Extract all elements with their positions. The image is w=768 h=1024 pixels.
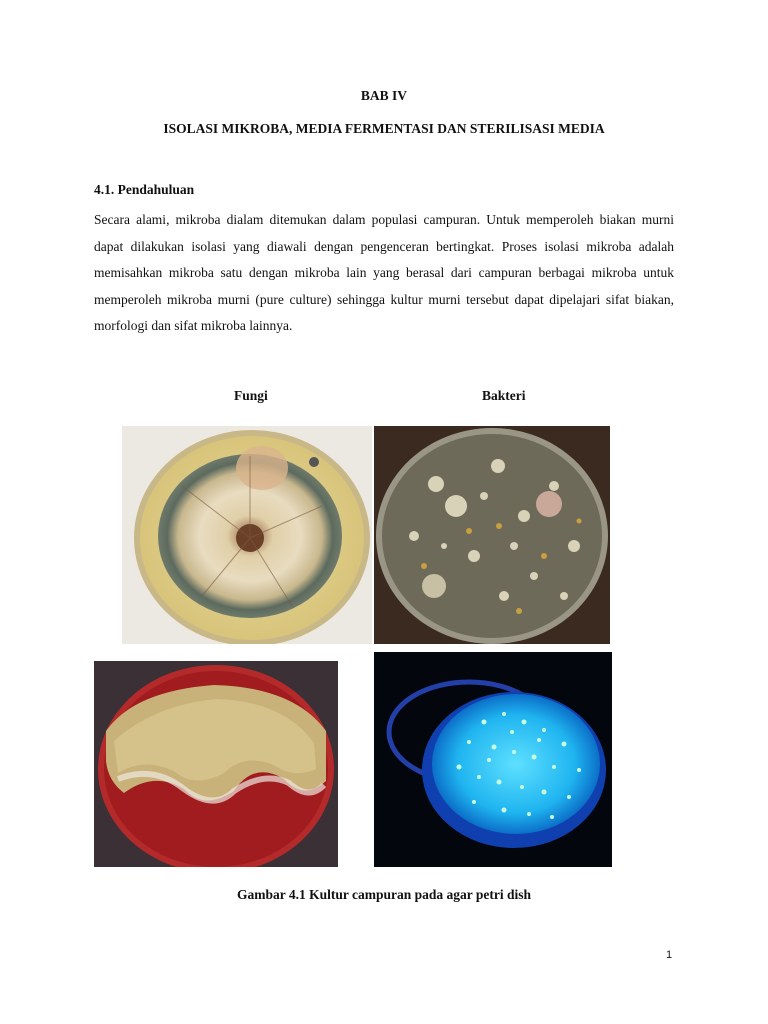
figure-caption: Gambar 4.1 Kultur campuran pada agar petri dish bbox=[236, 887, 532, 902]
chapter-heading: BAB IV bbox=[360, 88, 408, 103]
section-heading: 4.1. Pendahuluan bbox=[94, 182, 195, 197]
fungi-petri-photo-1 bbox=[122, 426, 372, 644]
figure-label-fungi: Fungi bbox=[234, 388, 268, 403]
bakteri-petri-photo-2 bbox=[374, 652, 612, 867]
fungi-petri-photo-2 bbox=[94, 661, 338, 867]
intro-paragraph: Secara alami, mikroba dialam ditemukan dalam populasi campuran. Untuk memperoleh biakan murni dapat dilakukan isolasi yang diawali dengan pengenceran bertingkat. Proses isolasi mikroba adalah memisahkan mikroba satu dengan mikroba lain yang berasal dari campuran berbagai mikroba untuk memperoleh mikroba murni (pure culture) sehingga kultur murni tersebut dapat dipelajari sifat biakan, morfologi dan sifat mikroba lainnya. bbox=[94, 212, 674, 333]
page-number: 1 bbox=[666, 949, 673, 961]
bakteri-petri-photo-1 bbox=[374, 426, 610, 644]
figure-label-bakteri: Bakteri bbox=[482, 388, 526, 403]
chapter-title: ISOLASI MIKROBA, MEDIA FERMENTASI DAN STERILISASI MEDIA bbox=[163, 121, 605, 136]
